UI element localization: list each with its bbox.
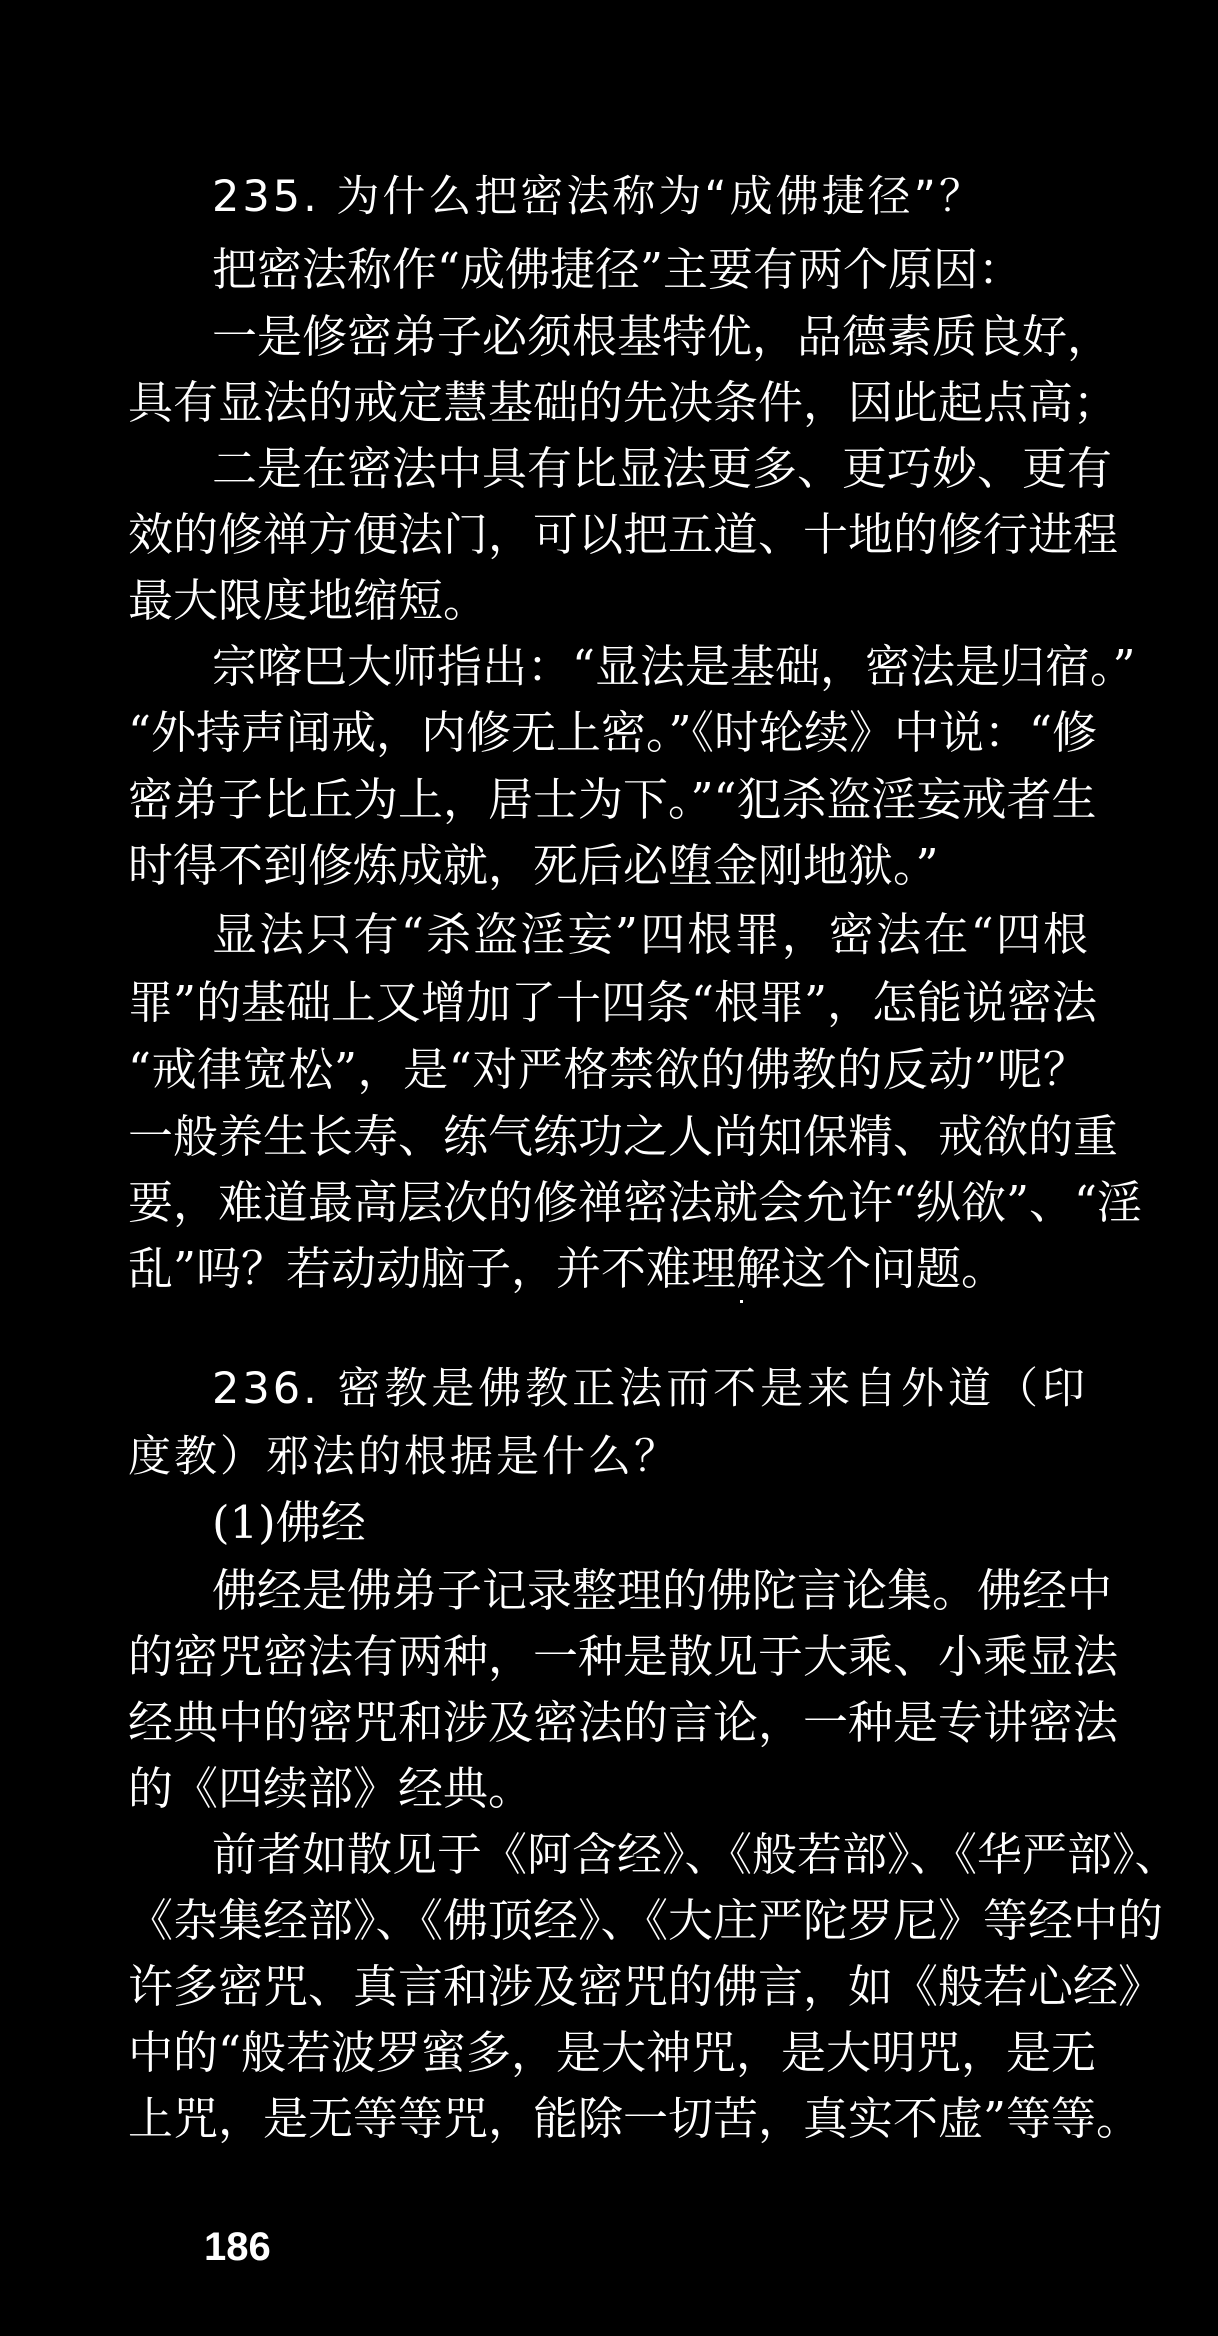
q235-paragraph-4-line-1: 宗喀巴大师指出：“显法是基础，密法是归宿。”	[212, 640, 1136, 693]
question-236-heading-line-2: 度教）邪法的根据是什么？	[128, 1432, 680, 1482]
q235-paragraph-4-line-2: “外持声闻戒，内修无上密。”《时轮续》中说：“修	[128, 706, 1098, 759]
question-236-heading-line-1: 236. 密教是佛教正法而不是来自外道（印	[212, 1364, 1088, 1414]
q235-paragraph-3-line-3: 最大限度地缩短。	[128, 574, 489, 627]
q235-paragraph-5-line-3: “戒律宽松”，是“对严格禁欲的佛教的反动”呢？	[128, 1043, 1088, 1096]
q236-paragraph-1-line-4: 的《四续部》经典。	[128, 1762, 534, 1815]
q236-paragraph-2-line-1: 前者如散见于《阿含经》、《般若部》、《华严部》、	[212, 1828, 1180, 1881]
q235-paragraph-5-line-6: 乱”吗？若动动脑子，并不难理解这个问题。	[128, 1242, 1007, 1295]
stray-dot	[740, 1300, 743, 1303]
q236-paragraph-1-line-3: 经典中的密咒和涉及密法的言论，一种是专讲密法	[128, 1696, 1119, 1749]
q235-paragraph-3-line-1: 二是在密法中具有比显法更多、更巧妙、更有	[212, 442, 1113, 495]
q236-paragraph-2-line-5: 上咒，是无等等咒，能除一切苦，真实不虚”等等。	[128, 2092, 1142, 2145]
q236-paragraph-1-line-1: 佛经是佛弟子记录整理的佛陀言论集。佛经中	[212, 1564, 1113, 1617]
q235-paragraph-4-line-4: 时得不到修炼成就，死后必堕金刚地狱。”	[128, 839, 939, 892]
q235-paragraph-5-line-1: 显法只有“杀盗淫妄”四根罪，密法在“四根	[212, 908, 1088, 961]
q235-paragraph-5-line-5: 要，难道最高层次的修禅密法就会允许“纵欲”、“淫	[128, 1176, 1143, 1229]
q235-paragraph-5-line-2: 罪”的基础上又增加了十四条“根罪”，怎能说密法	[128, 976, 1098, 1029]
q236-paragraph-2-line-2: 《杂集经部》、《佛顶经》、《大庄严陀罗尼》等经中的	[128, 1894, 1164, 1947]
q235-paragraph-1-line-1: 把密法称作“成佛捷径”主要有两个原因：	[212, 243, 1024, 296]
question-235-heading: 235. 为什么把密法称为“成佛捷径”？	[212, 172, 985, 222]
q236-paragraph-1-line-2: 的密咒密法有两种，一种是散见于大乘、小乘显法	[128, 1630, 1119, 1683]
q235-paragraph-3-line-2: 效的修禅方便法门，可以把五道、十地的修行进程	[128, 508, 1119, 561]
q236-paragraph-2-line-4: 中的“般若波罗蜜多，是大神咒，是大明咒，是无	[128, 2026, 1097, 2079]
q235-paragraph-2-line-1: 一是修密弟子必须根基特优，品德素质良好，	[212, 310, 1113, 363]
q235-paragraph-5-line-4: 一般养生长寿、练气练功之人尚知保精、戒欲的重	[128, 1110, 1119, 1163]
q236-paragraph-2-line-3: 许多密咒、真言和涉及密咒的佛言，如《般若心经》	[128, 1960, 1164, 2013]
q235-paragraph-4-line-3: 密弟子比丘为上，居士为下。”“犯杀盗淫妄戒者生	[128, 773, 1097, 826]
q235-paragraph-2-line-2: 具有显法的戒定慧基础的先决条件，因此起点高；	[128, 376, 1119, 429]
q236-subheading-sutras: (1)佛经	[212, 1496, 366, 1549]
page-number: 186	[204, 2225, 271, 2269]
